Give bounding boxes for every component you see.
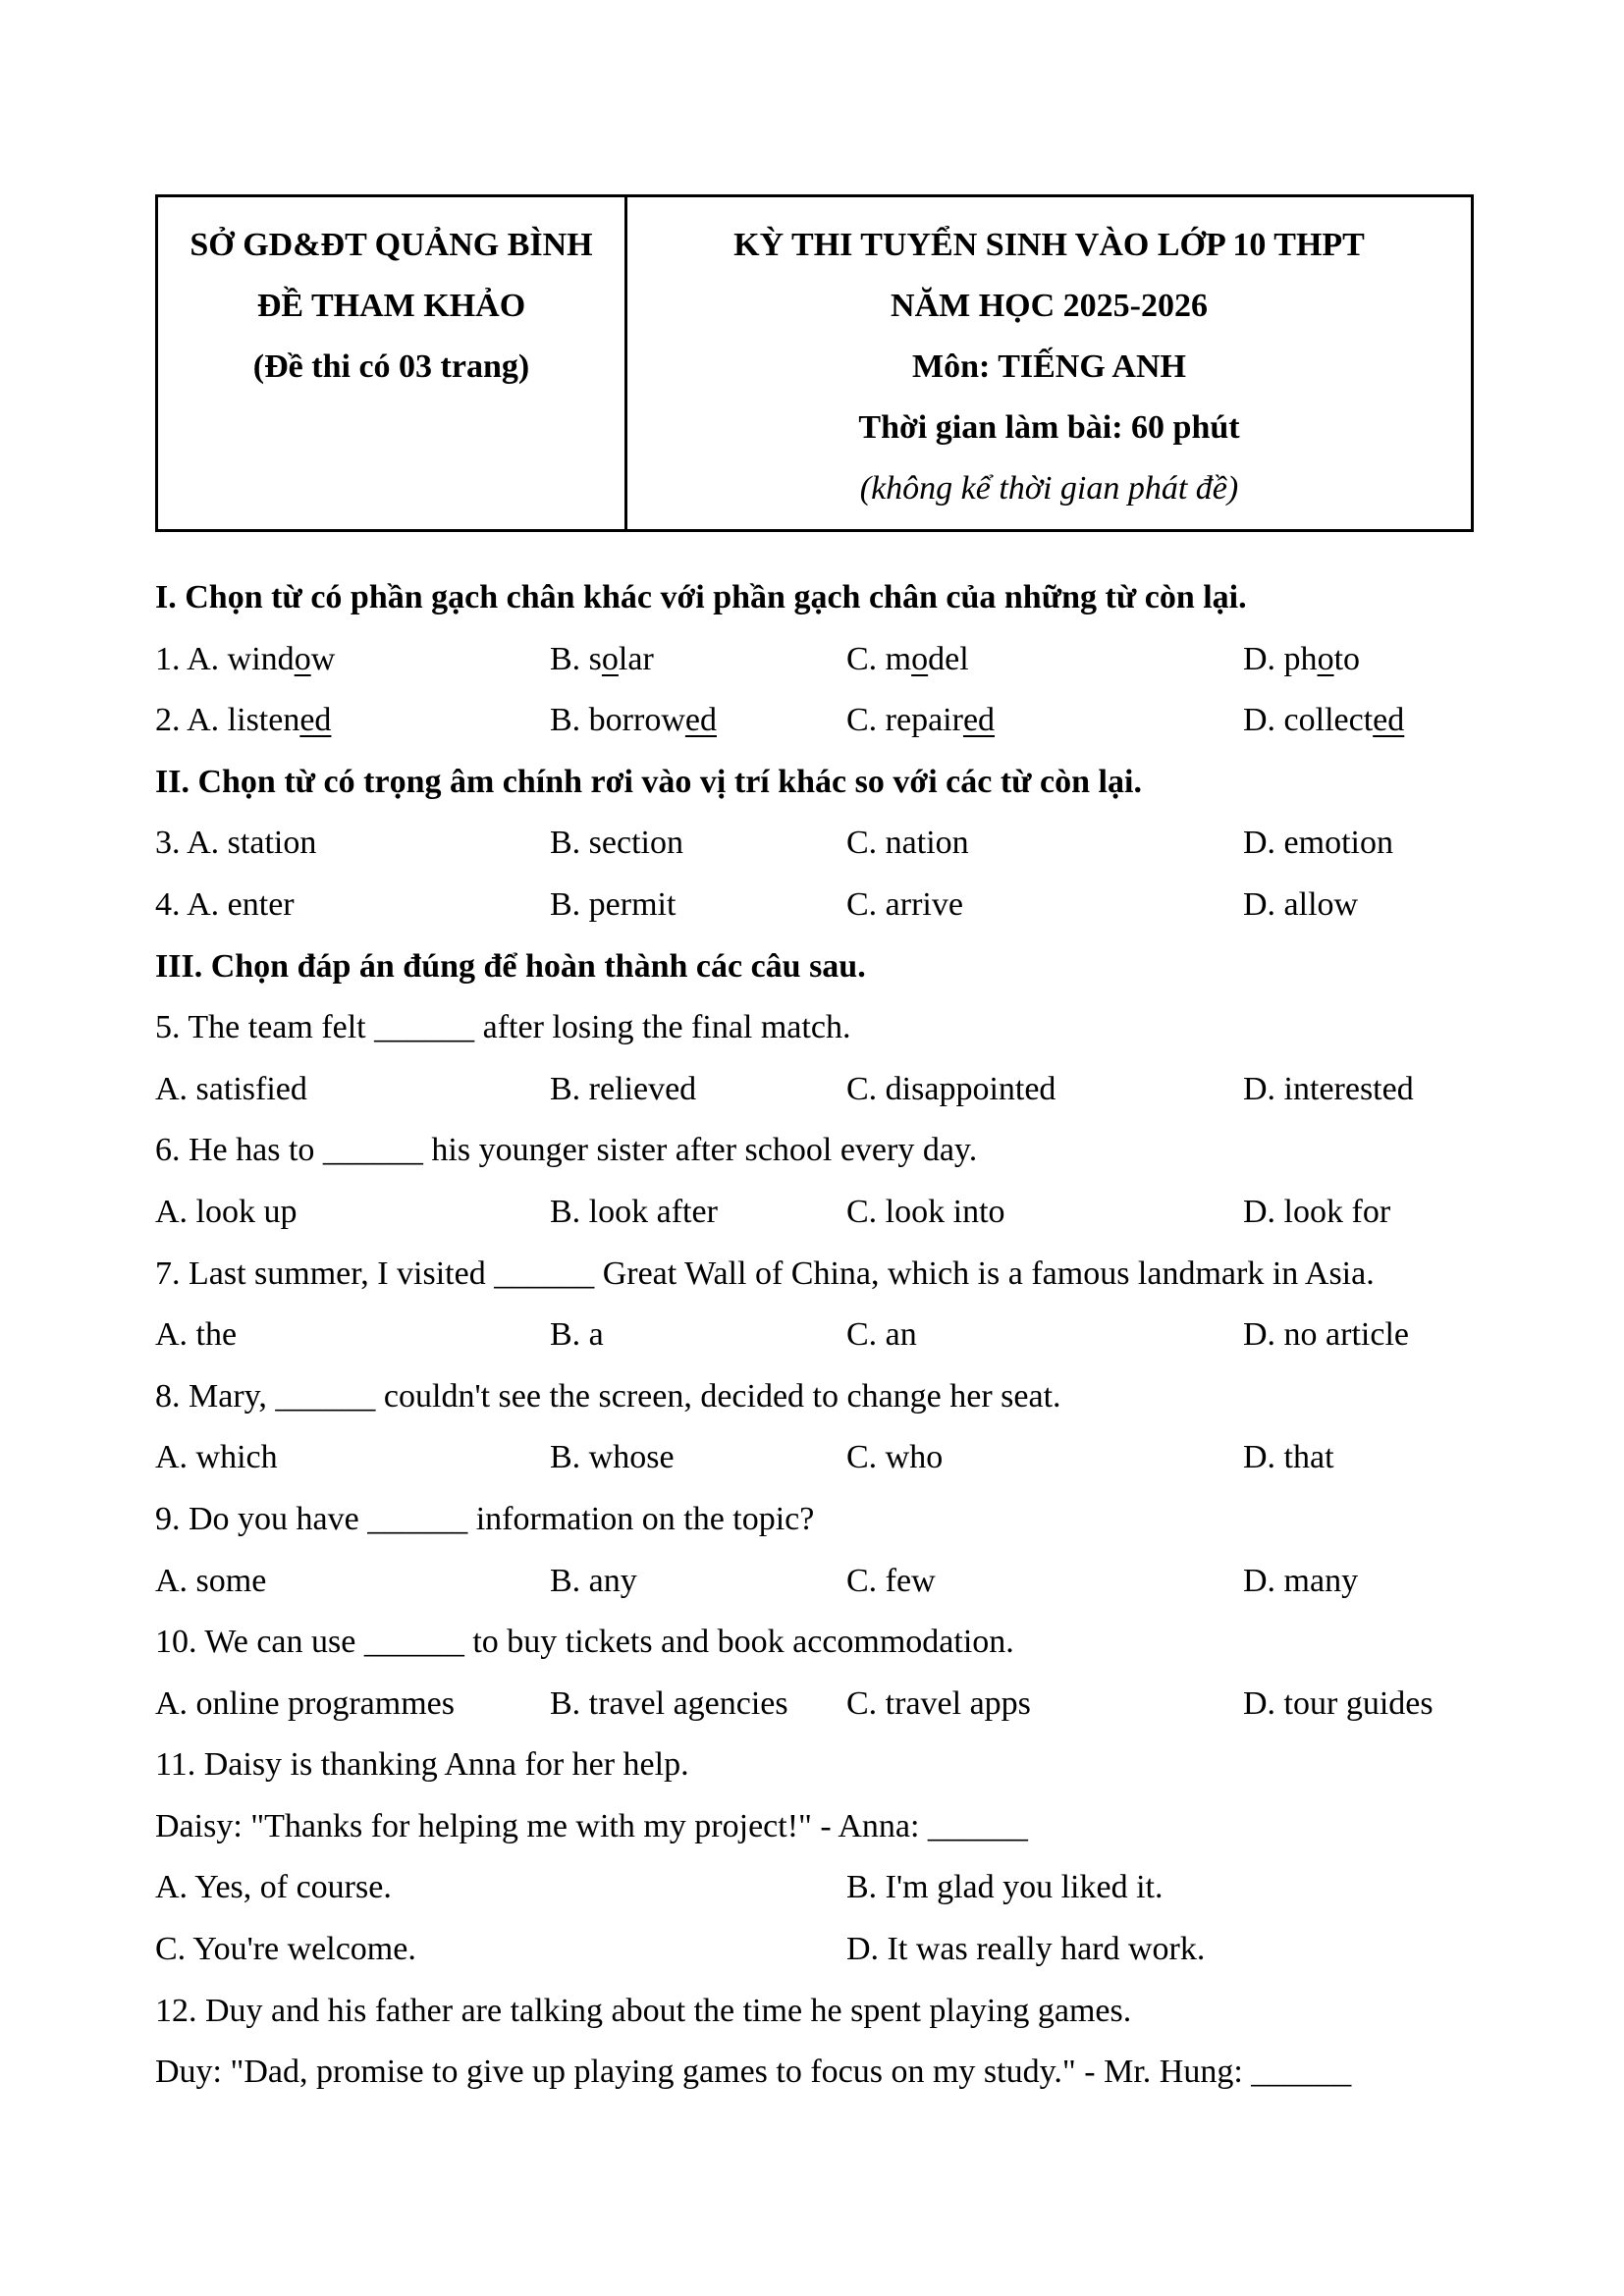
option-b: B. I'm glad you liked it. — [846, 1869, 1164, 1906]
option-c: C. look into — [846, 1193, 1005, 1230]
option-a: 2. A. listened — [155, 702, 332, 739]
option-a: A. the — [155, 1316, 238, 1354]
option-a: A. some — [155, 1562, 267, 1599]
question-12-dialog: Duy: "Dad, promise to give up playing games to focus on my study." - Mr. Hung: ______ — [155, 2054, 1352, 2091]
question-10-stem: 10. We can use ______ to buy tickets and book accommodation. — [155, 1624, 1014, 1661]
option-b: B. borrowed — [550, 702, 717, 739]
option-b: B. section — [550, 825, 683, 862]
question-1 — [155, 629, 1530, 691]
question-5-options — [155, 1059, 1530, 1121]
option-b: B. whose — [550, 1439, 675, 1476]
option-d: D. emotion — [1243, 825, 1393, 862]
section-3-title: III. Chọn đáp án đúng để hoàn thành các câu sau. — [155, 947, 866, 985]
question-7-options — [155, 1305, 1530, 1366]
question-8-stem: 8. Mary, ______ couldn't see the screen, decided to change her seat. — [155, 1377, 1061, 1415]
option-c: C. disappointed — [846, 1070, 1056, 1107]
option-c: C. repaired — [846, 702, 996, 739]
question-6-stem: 6. He has to ______ his younger sister after school every day. — [155, 1132, 978, 1169]
option-d: D. many — [1243, 1562, 1359, 1599]
question-7-stem: 7. Last summer, I visited ______ Great Wall of China, which is a famous landmark in Asia. — [155, 1255, 1375, 1292]
page-count: (Đề thi có 03 trang) — [252, 348, 530, 385]
header-left — [158, 197, 627, 529]
option-b: B. look after — [550, 1193, 718, 1230]
option-b: B. permit — [550, 885, 677, 923]
exam-type: ĐỀ THAM KHẢO — [256, 288, 526, 324]
question-11-dialog: Daisy: "Thanks for helping me with my project!" - Anna: ______ — [155, 1807, 1028, 1844]
header-right — [627, 197, 1471, 529]
option-d: D. interested — [1243, 1070, 1414, 1107]
option-c: C. model — [846, 640, 969, 677]
section-2-title: II. Chọn từ có trọng âm chính rơi vào vị trí khác so với các từ còn lại. — [155, 763, 1142, 800]
question-5-stem: 5. The team felt ______ after losing the final match. — [155, 1009, 851, 1046]
option-d: D. allow — [1243, 885, 1359, 923]
section-1-title: I. Chọn từ có phần gạch chân khác với phần gạch chân của những từ còn lại. — [155, 579, 1247, 615]
option-a: A. online programmes — [155, 1684, 455, 1722]
question-8-options — [155, 1427, 1530, 1489]
option-c: C. You're welcome. — [155, 1931, 416, 1968]
option-b: B. travel agencies — [550, 1684, 788, 1722]
question-10-options — [155, 1674, 1530, 1735]
question-9-stem: 9. Do you have ______ information on the topic? — [155, 1500, 815, 1537]
question-11-options-ab — [155, 1857, 1530, 1919]
subject: Môn: TIẾNG ANH — [912, 348, 1186, 385]
question-4 — [155, 875, 1530, 936]
exam-title: KỲ THI TUYỂN SINH VÀO LỚP 10 THPT — [733, 227, 1365, 263]
option-c: C. an — [846, 1316, 917, 1354]
option-a: A. satisfied — [155, 1070, 307, 1107]
option-c: C. who — [846, 1439, 944, 1476]
option-b: B. a — [550, 1316, 604, 1354]
department-name: SỞ GD&ĐT QUẢNG BÌNH — [189, 227, 593, 263]
option-d: D. photo — [1243, 640, 1361, 677]
option-d: D. collected — [1243, 702, 1405, 739]
school-year: NĂM HỌC 2025-2026 — [891, 288, 1208, 324]
option-a: 4. A. enter — [155, 885, 295, 923]
question-11-stem: 11. Daisy is thanking Anna for her help. — [155, 1746, 689, 1784]
option-a: A. Yes, of course. — [155, 1869, 392, 1906]
question-11-options-cd — [155, 1919, 1530, 1981]
option-c: C. few — [846, 1562, 936, 1599]
question-12-stem: 12. Duy and his father are talking about the time he spent playing games. — [155, 1992, 1132, 2029]
option-d: D. look for — [1243, 1193, 1391, 1230]
option-b: B. relieved — [550, 1070, 697, 1107]
option-d: D. no article — [1243, 1316, 1409, 1354]
option-b: B. any — [550, 1562, 637, 1599]
question-2 — [155, 690, 1530, 752]
question-9-options — [155, 1551, 1530, 1613]
option-b: B. solar — [550, 640, 654, 677]
option-c: C. travel apps — [846, 1684, 1031, 1722]
time-limit: Thời gian làm bài: 60 phút — [858, 409, 1240, 446]
option-d: D. that — [1243, 1439, 1334, 1476]
option-c: C. arrive — [846, 885, 963, 923]
question-6-options — [155, 1182, 1530, 1244]
option-d: D. tour guides — [1243, 1684, 1434, 1722]
option-d: D. It was really hard work. — [846, 1931, 1206, 1968]
option-a: 1. A. window — [155, 640, 336, 677]
question-3 — [155, 813, 1530, 875]
option-a: A. look up — [155, 1193, 298, 1230]
option-a: A. which — [155, 1439, 278, 1476]
header-box — [155, 194, 1474, 532]
exam-content — [155, 567, 1530, 2104]
time-note: (không kể thời gian phát đề) — [859, 470, 1239, 507]
option-c: C. nation — [846, 825, 969, 862]
option-a: 3. A. station — [155, 825, 317, 862]
